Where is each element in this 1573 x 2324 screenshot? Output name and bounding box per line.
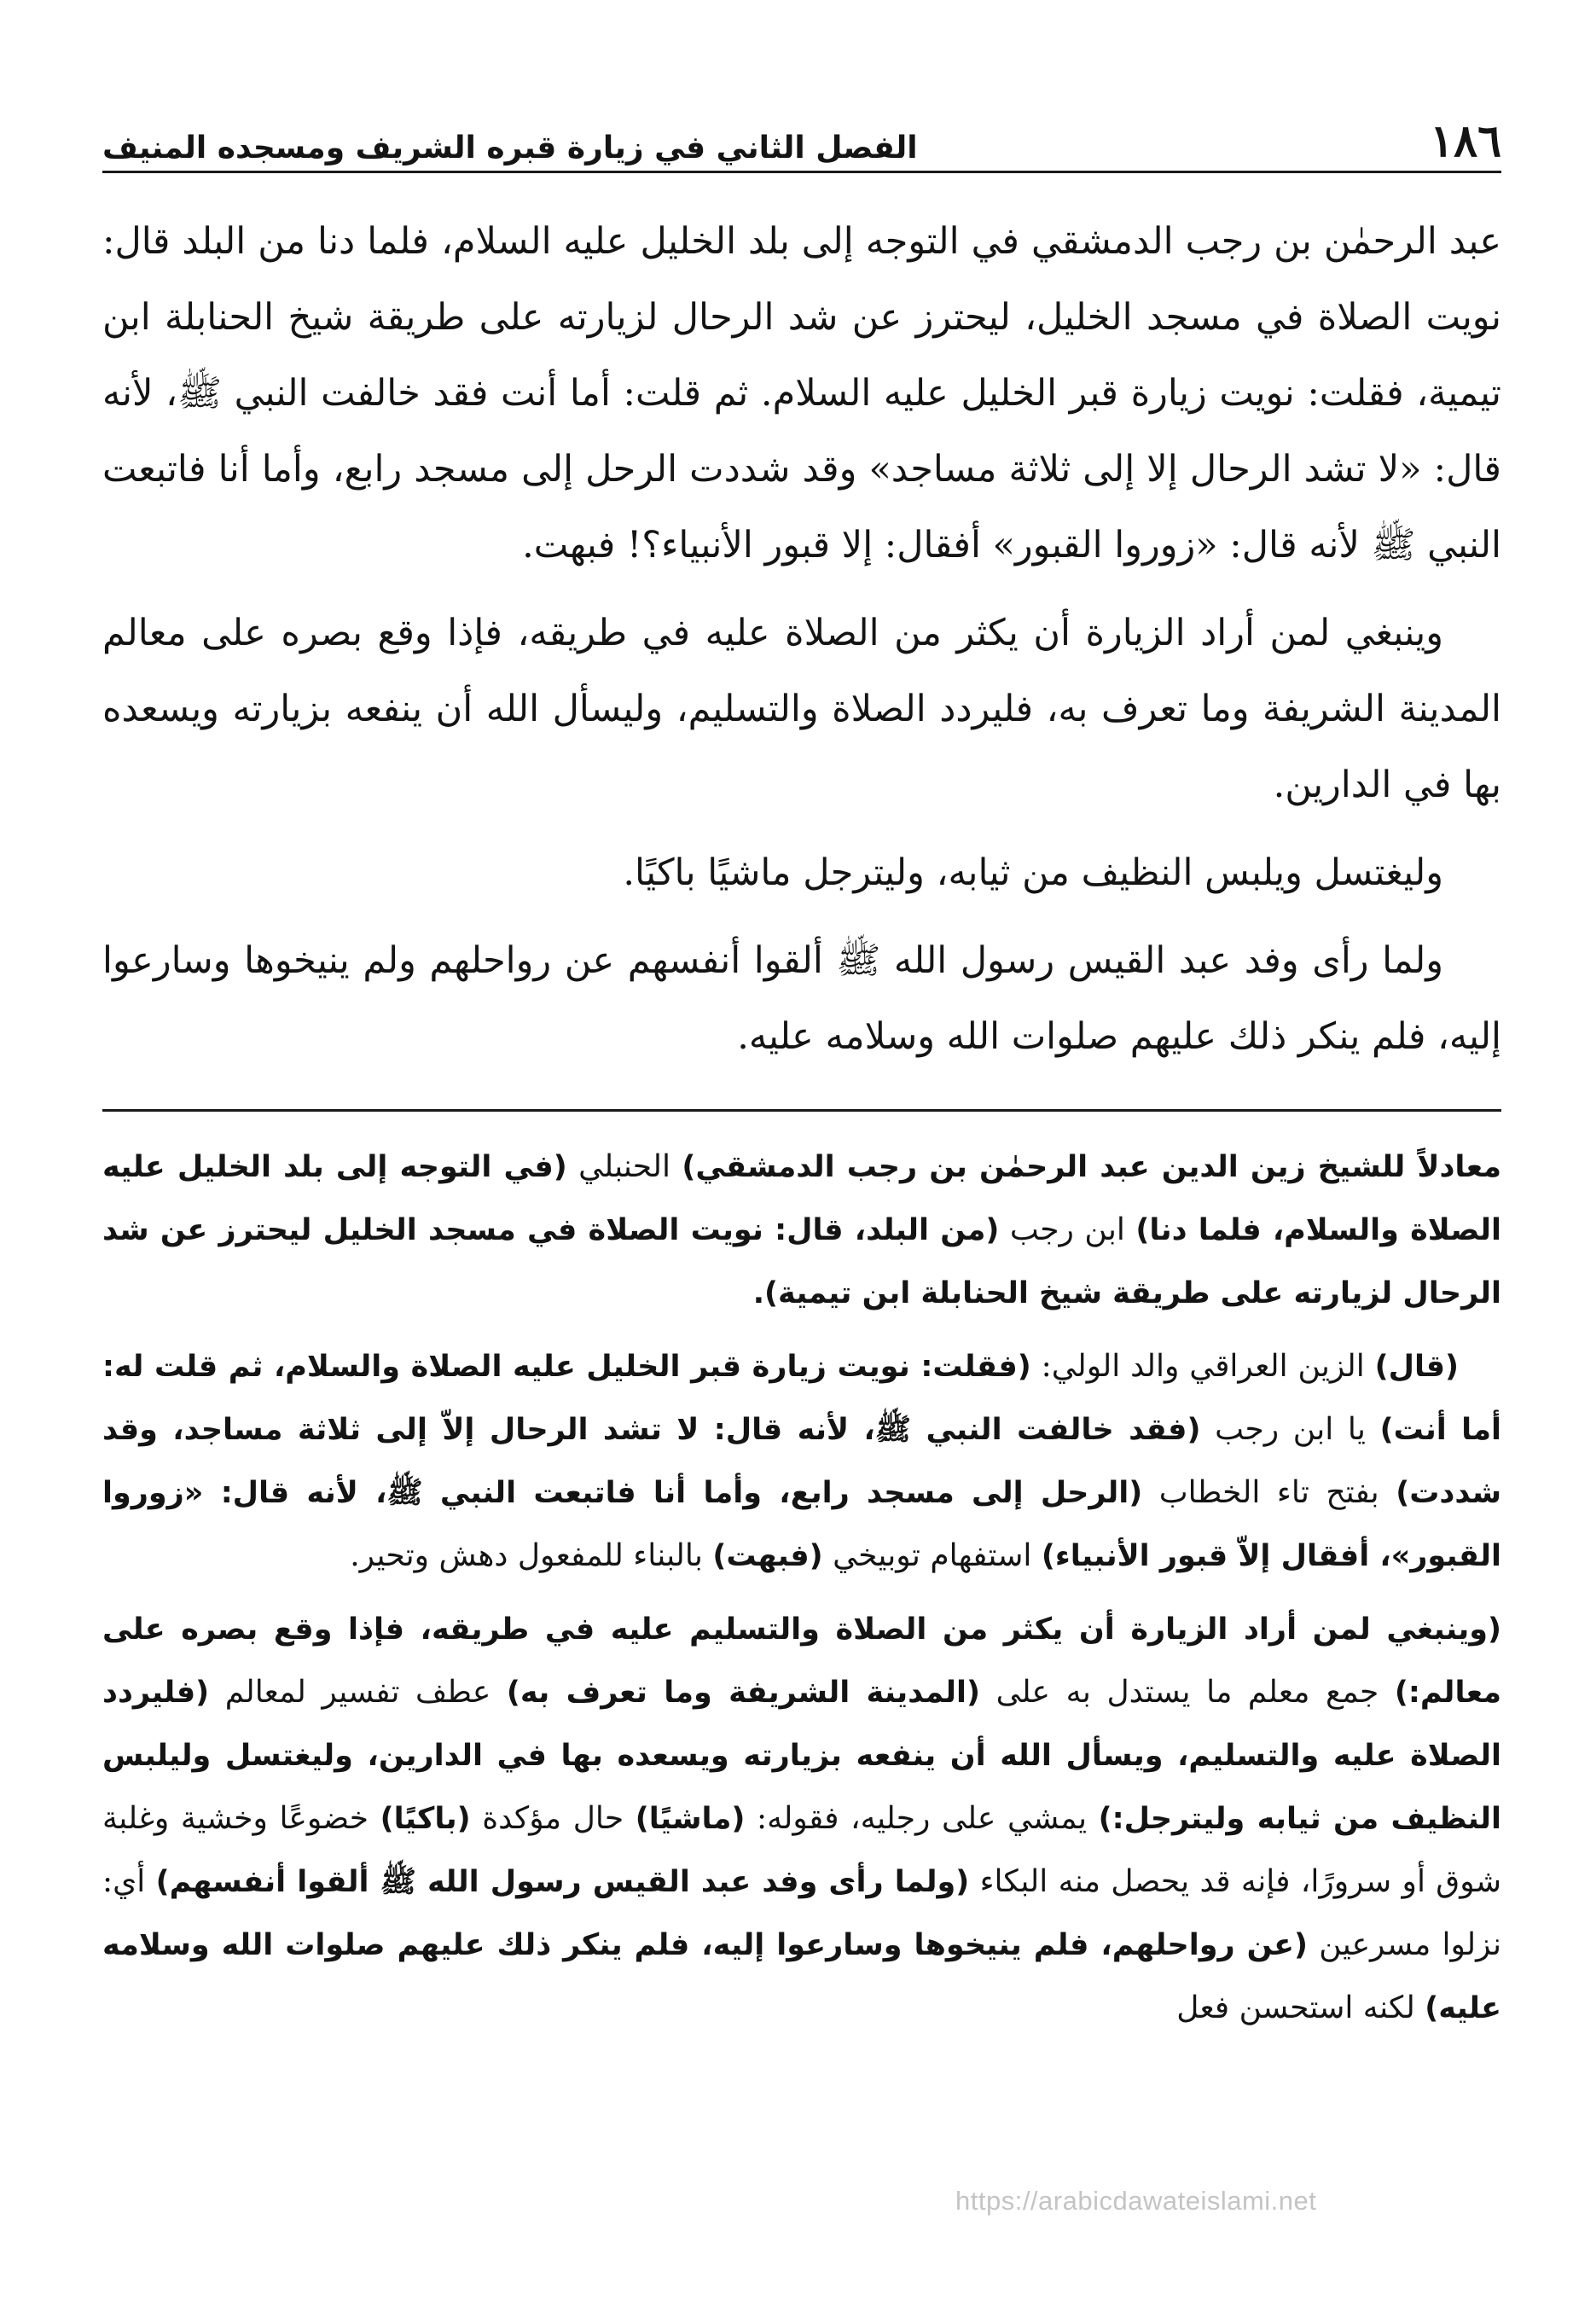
commentary-paragraph: [102, 1136, 1501, 1325]
gloss-text: يا ابن رجب: [1200, 1412, 1380, 1447]
gloss-text: أي: نزلوا مسرعين: [102, 1864, 1501, 1962]
quoted-text: (المدينة الشريفة وما تعرف به): [506, 1676, 981, 1710]
gloss-text: استفهام توبيخي: [822, 1538, 1042, 1573]
main-text: [102, 204, 1501, 1075]
gloss-text: عطف تفسير لمعالم: [209, 1675, 507, 1710]
quoted-text: (فبهت): [712, 1539, 823, 1573]
quoted-text: معادلاً للشيخ زين الدين عبد الرحمٰن بن رجب الدمشقي): [682, 1150, 1502, 1184]
quoted-text: (الرحل إلى مسجد رابع، وأما أنا فاتبعت النبي ﷺ، لأنه قال: «زوروا القبور»، أفقال إلاّ قبور الأنبياء): [102, 1476, 1501, 1573]
main-paragraph: عبد الرحمٰن بن رجب الدمشقي في التوجه إلى بلد الخليل عليه السلام، فلما دنا من البلد قال: نويت الصلاة في مسجد الخليل، ليحترز عن شد الرحال لزيارته على طريقة شيخ الحنابلة ابن تيمية، فقلت: نويت زيارة قبر الخليل عليه السلام. ثم قلت: أما أنت فقد خالفت النبي ﷺ، لأنه قال: «لا تشد الرحال إلا إلى ثلاثة مساجد» وقد شددت الرحل إلى مسجد رابع، وأما أنا فاتبعت النبي ﷺ لأنه قال: «زوروا القبور» أفقال: إلا قبور الأنبياء؟! فبهت.: [102, 220, 1501, 566]
watermark-link[interactable]: https://arabicdawateislami.net: [955, 2186, 1317, 2216]
commentary-paragraph: [102, 1598, 1501, 2040]
main-paragraph: وينبغي لمن أراد الزيارة أن يكثر من الصلاة عليه في طريقه، فإذا وقع بصره على معالم المدينة الشريفة وما تعرف به، فليردد الصلاة والتسليم، وليسأل الله أن ينفعه بزيارته ويسعده بها في الدارين.: [102, 612, 1501, 806]
quoted-text: (عن رواحلهم، فلم ينيخوها وسارعوا إليه، فلم ينكر ذلك عليهم صلوات الله وسلامه عليه): [102, 1928, 1501, 2025]
gloss-text: ابن رجب: [999, 1212, 1136, 1247]
quoted-text: (فقلت: نويت زيارة قبر الخليل عليه الصلاة والسلام، ثم قلت له: أما أنت): [102, 1350, 1501, 1447]
gloss-text: جمع معلم ما يستدل به على: [980, 1675, 1395, 1710]
quoted-text: (قال): [1374, 1350, 1459, 1384]
commentary-paragraph: [102, 1335, 1501, 1588]
quoted-text: (ماشيًا): [635, 1802, 746, 1836]
gloss-text: بفتح تاء الخطاب: [1142, 1475, 1396, 1510]
commentary-section: [102, 1136, 1501, 2040]
gloss-text: بالبناء للمفعول دهش وتحير.: [350, 1538, 713, 1573]
gloss-text: حال مؤكدة: [470, 1801, 636, 1836]
running-title: الفصل الثاني في زيارة قبره الشريف ومسجده المنيف: [102, 131, 918, 166]
gloss-text: الزين العراقي والد الولي:: [1030, 1349, 1375, 1384]
gloss-text: خضوعًا وخشية وغلبة شوق أو سرورًا، فإنه قد يحصل منه البكاء: [102, 1801, 1501, 1899]
quoted-text: (ولما رأى وفد عبد القيس رسول الله ﷺ ألقوا أنفسهم): [155, 1865, 970, 1899]
quoted-text: (من البلد، قال: نويت الصلاة في مسجد الخليل ليحترز عن شد الرحال لزيارته على طريقة شيخ الحنابلة ابن تيمية).: [102, 1213, 1501, 1310]
quoted-text: (باكيًا): [380, 1802, 471, 1836]
main-paragraph: ولما رأى وفد عبد القيس رسول الله ﷺ ألقوا أنفسهم عن رواحلهم ولم ينيخوها وسارعوا إليه، فلم ينكر ذلك عليهم صلوات الله وسلامه عليه.: [102, 939, 1501, 1058]
main-paragraph: وليغتسل ويلبس النظيف من ثيابه، وليترجل ماشيًا باكيًا.: [623, 851, 1443, 894]
page-number: ١٨٦: [1430, 115, 1501, 167]
quoted-text: (وينبغي لمن أراد الزيارة أن يكثر من الصلاة والتسليم عليه في طريقه، فإذا وقع بصره على معالم:): [102, 1612, 1502, 1710]
quoted-text: (فقد خالفت النبي ﷺ، لأنه قال: لا تشد الرحال إلاّ إلى ثلاثة مساجد، وقد شددت): [102, 1413, 1502, 1510]
gloss-text: الحنبلي: [566, 1149, 682, 1184]
page-header: [102, 94, 1501, 173]
quoted-text: (فليردد الصلاة عليه والتسليم، ويسأل الله أن ينفعه بزيارته ويسعده بها في الدارين، وليغتسل وليلبس النظيف من ثيابه وليترجل:): [102, 1676, 1501, 1836]
gloss-text: لكنه استحسن فعل: [1176, 1990, 1425, 2025]
book-page: [102, 94, 1501, 2050]
quoted-text: (في التوجه إلى بلد الخليل عليه الصلاة والسلام، فلما دنا): [102, 1150, 1501, 1247]
footnote-separator: [102, 1109, 1501, 1112]
gloss-text: يمشي على رجليه، فقوله:: [745, 1801, 1099, 1836]
